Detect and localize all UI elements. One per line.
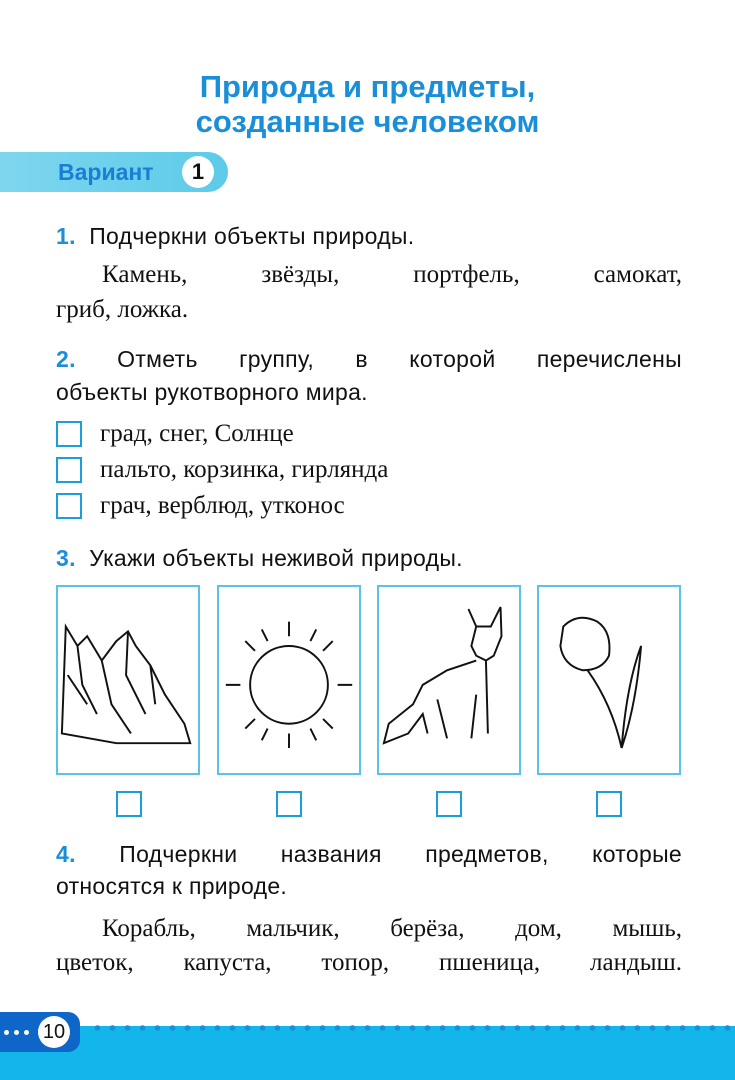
answer-line[interactable]: цветок, капуста, топор, пшеница, ландыш. bbox=[56, 949, 682, 976]
question-text: Отметь группу, в которой перечислены bbox=[117, 346, 682, 372]
picture-tulip bbox=[537, 585, 681, 775]
checkbox[interactable] bbox=[56, 493, 82, 519]
option-label: грач, верблюд, утконос bbox=[100, 492, 345, 519]
picture-fox bbox=[377, 585, 521, 775]
question-number: 2. bbox=[56, 346, 76, 372]
variant-banner bbox=[0, 152, 228, 192]
answer-line[interactable]: гриб, ложка. bbox=[56, 296, 189, 323]
question-2-line2: объекты рукотворного мира. bbox=[56, 379, 368, 405]
checkbox-mountains[interactable] bbox=[116, 791, 142, 817]
question-number: 1. bbox=[56, 223, 76, 249]
option-2[interactable] bbox=[56, 454, 388, 486]
mountains-icon bbox=[58, 587, 198, 773]
footer-band bbox=[0, 1026, 735, 1080]
fox-icon bbox=[379, 587, 519, 773]
footer-dots bbox=[90, 1024, 735, 1032]
checkbox[interactable] bbox=[56, 421, 82, 447]
option-label: град, снег, Солнце bbox=[100, 420, 294, 447]
checkbox-sun[interactable] bbox=[276, 791, 302, 817]
checkbox[interactable] bbox=[56, 457, 82, 483]
checkbox-fox[interactable] bbox=[436, 791, 462, 817]
checkbox-tulip[interactable] bbox=[596, 791, 622, 817]
option-3[interactable] bbox=[56, 490, 345, 522]
page-title-line1: Природа и предметы, bbox=[199, 69, 536, 104]
picture-sun bbox=[217, 585, 361, 775]
page-title-line2: созданные человеком bbox=[195, 104, 540, 139]
question-text: Укажи объекты неживой природы. bbox=[89, 545, 463, 571]
option-1[interactable] bbox=[56, 418, 294, 450]
question-2 bbox=[56, 343, 682, 375]
question-4-line2: относятся к природе. bbox=[56, 873, 288, 899]
picture-mountains bbox=[56, 585, 200, 775]
question-4 bbox=[56, 838, 682, 870]
question-number: 4. bbox=[56, 841, 76, 867]
sun-icon bbox=[219, 587, 359, 773]
question-3 bbox=[56, 542, 682, 574]
question-text: Подчеркни названия предметов, которые bbox=[119, 841, 682, 867]
page-number: 10 bbox=[38, 1016, 70, 1048]
answer-line[interactable]: Камень, звёзды, портфель, самокат, bbox=[102, 261, 682, 288]
question-number: 3. bbox=[56, 545, 76, 571]
variant-number: 1 bbox=[182, 156, 214, 188]
variant-label: Вариант bbox=[58, 159, 154, 185]
question-1 bbox=[56, 220, 682, 252]
answer-line[interactable]: Корабль, мальчик, берёза, дом, мышь, bbox=[102, 915, 682, 942]
tulip-icon bbox=[539, 587, 679, 773]
option-label: пальто, корзинка, гирлянда bbox=[100, 456, 389, 483]
question-text: Подчеркни объекты природы. bbox=[89, 223, 415, 249]
page-number-tab bbox=[0, 1012, 80, 1052]
